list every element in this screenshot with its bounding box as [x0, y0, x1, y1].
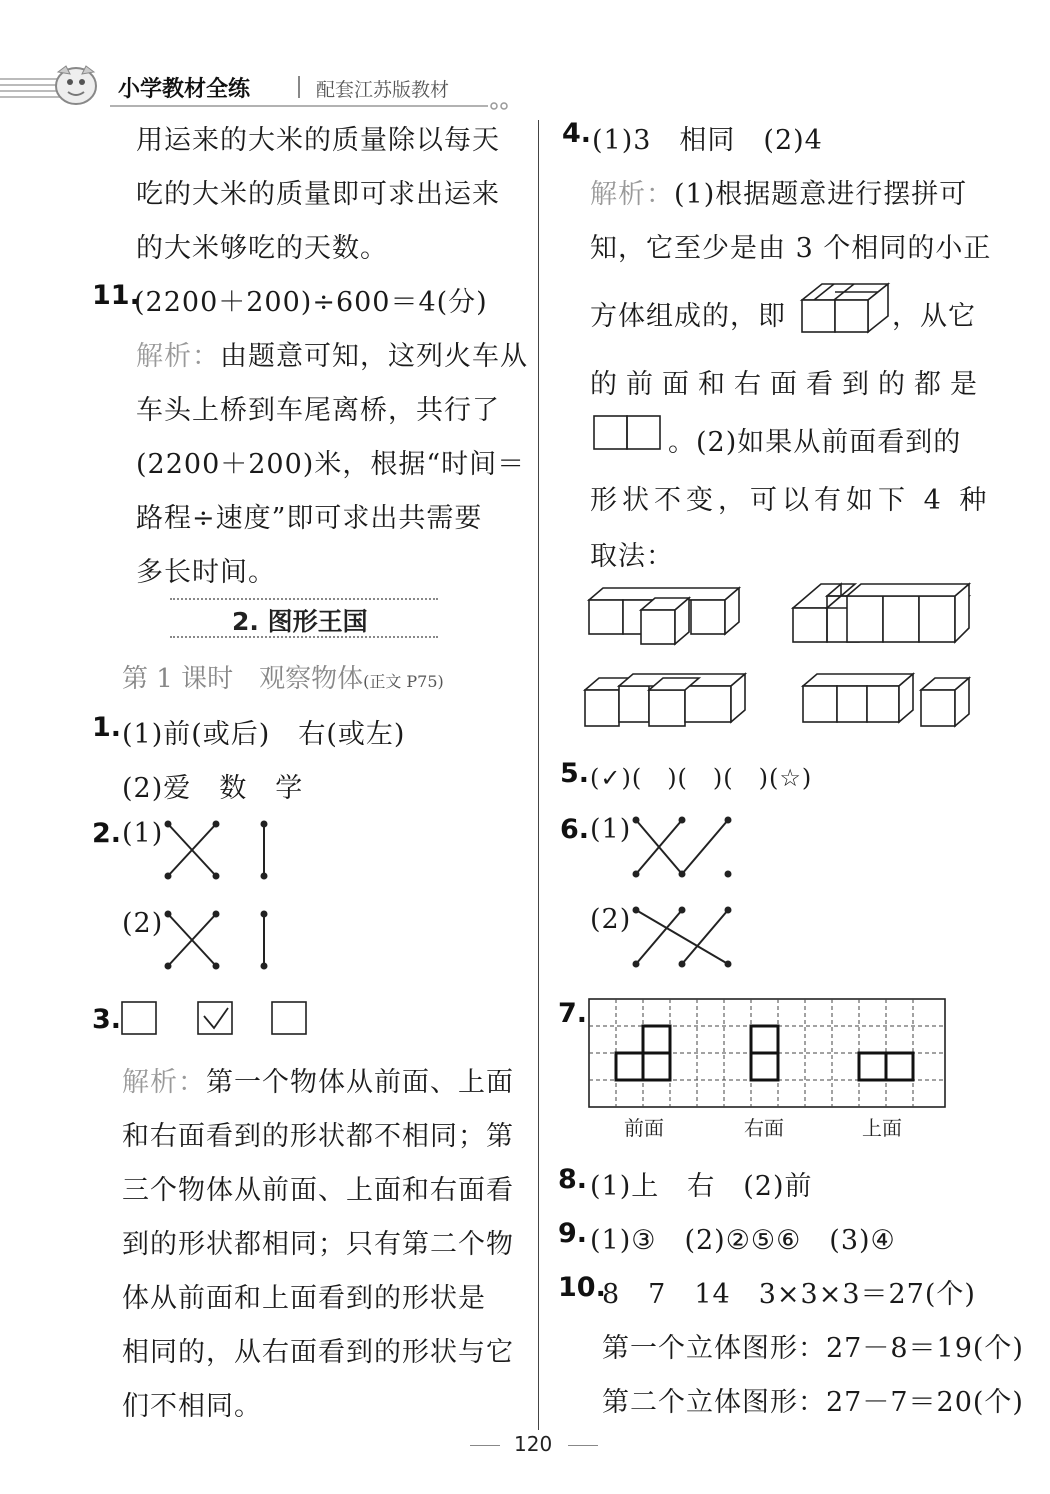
- footer-rule-right: [568, 1445, 598, 1446]
- q4-analysis-line-2: 知，它至少是由 3 个相同的小正: [590, 233, 992, 264]
- q6-part-1-matching: [628, 816, 738, 880]
- q6-part-1-label: (1): [590, 814, 632, 845]
- q4-analysis-line-5: 。(2)如果从前面看到的: [668, 427, 962, 458]
- q5-number: 5.: [560, 758, 590, 789]
- q3-number: 3.: [92, 1004, 122, 1035]
- q3-analysis-line-7: 们不相同。: [122, 1391, 262, 1422]
- q10-continuation-line-2: 吃的大米的质量即可求出运来: [136, 179, 500, 210]
- q9-answer: (1)③ (2)②⑤⑥ (3)④: [590, 1225, 896, 1256]
- q6-part-2-matching: [628, 906, 738, 970]
- q7-grid-views: [588, 998, 948, 1110]
- q4-analysis-line-4: 的前面和右面看到的都是: [590, 369, 986, 400]
- q10-continuation-line-1: 用运来的大米的质量除以每天: [136, 125, 500, 156]
- q4-analysis-line-3b: ，从它: [892, 301, 976, 332]
- q3-analysis-line-3: 三个物体从前面、上面和右面看: [122, 1175, 514, 1206]
- q3-analysis-line-6: 相同的，从右面看到的形状与它: [122, 1337, 514, 1368]
- q4-number: 4.: [562, 118, 592, 149]
- q3-analysis-label: 解析：: [122, 1067, 206, 1098]
- q1-answer-line-1: (1)前(或后) 右(或左): [122, 719, 406, 750]
- q6-number: 6.: [560, 814, 590, 845]
- q11-analysis-line-4: 路程÷速度”即可求出共需要: [136, 503, 483, 534]
- q11-analysis-line-2: 车头上桥到车尾离桥，共行了: [136, 395, 500, 426]
- page-number: 120: [514, 1432, 553, 1456]
- q4-analysis-line-7: 取法：: [590, 541, 674, 572]
- q11-analysis-line-5: 多长时间。: [136, 557, 276, 588]
- q2-number: 2.: [92, 818, 122, 849]
- q11-analysis-label: 解析：: [136, 341, 220, 372]
- q10-continuation-line-3: 的大米够吃的天数。: [136, 233, 388, 264]
- q7-label-right: 右面: [744, 1116, 784, 1140]
- header: [0, 60, 520, 110]
- q4-analysis-line-3a: 方体组成的，即: [590, 301, 786, 332]
- q2-part-2-label: (2): [122, 908, 164, 939]
- q7-label-top: 上面: [862, 1116, 902, 1140]
- header-divider: [298, 76, 300, 98]
- q2-part-1-matching: [160, 820, 280, 882]
- q11-analysis-line-1: 解析：由题意可知，这列火车从: [136, 341, 528, 372]
- q10-answer: 8 7 14 3×3×3＝27(个): [602, 1279, 976, 1310]
- q3-analysis-line-2: 和右面看到的形状都不相同；第: [122, 1121, 514, 1152]
- lesson-page-ref: (正文 P75): [363, 672, 444, 691]
- q4-analysis-line-1: 解析：(1)根据题意进行摆拼可: [590, 179, 968, 210]
- q11-answer: (2200＋200)÷600＝4(分): [134, 287, 488, 318]
- q2-part-2-matching: [160, 910, 280, 972]
- q4-analysis-line-6: 形状不变，可以有如下 4 种: [590, 485, 992, 516]
- q7-label-front: 前面: [624, 1116, 664, 1140]
- q10-line-2: 第一个立体图形：27－8＝19(个): [602, 1333, 1024, 1364]
- column-divider: [538, 120, 539, 1430]
- q11-analysis-line-3: (2200＋200)米，根据“时间＝: [136, 449, 526, 480]
- q6-part-2-label: (2): [590, 904, 632, 935]
- q10-number: 10.: [558, 1272, 606, 1303]
- q3-choice-boxes: [120, 1000, 310, 1036]
- q3-analysis-line-5: 体从前面和上面看到的形状是: [122, 1283, 486, 1314]
- q4-answer: (1)3 相同 (2)4: [592, 125, 823, 156]
- q4-front-view-squares: [592, 414, 664, 452]
- q10-line-3: 第二个立体图形：27－7＝20(个): [602, 1387, 1024, 1418]
- q4-analysis-label: 解析：: [590, 179, 674, 210]
- q4-three-cube-figure: [800, 280, 892, 338]
- lesson-title: 第 1 课时 观察物体(正文 P75): [122, 664, 444, 694]
- q5-answer: (✓)( )( )( )(☆): [590, 764, 813, 792]
- header-subtitle: 配套江苏版教材: [316, 79, 450, 101]
- section-rule-bottom: [170, 636, 438, 638]
- q3-analysis-line-1: 解析：第一个物体从前面、上面: [122, 1067, 514, 1098]
- check-icon: [204, 1008, 228, 1028]
- q8-answer: (1)上 右 (2)前: [590, 1171, 813, 1202]
- footer-rule-left: [470, 1445, 500, 1446]
- q1-answer-line-2: (2)爱 数 学: [122, 773, 304, 804]
- q1-number: 1.: [92, 712, 122, 743]
- q11-number: 11.: [92, 280, 140, 311]
- section-title: 2. 图形王国: [232, 607, 368, 636]
- q8-number: 8.: [558, 1164, 588, 1195]
- q4-arrangement-figures: [585, 582, 985, 737]
- header-title: 小学教材全练: [118, 77, 251, 102]
- mascot-icon: [48, 60, 108, 110]
- q3-analysis-line-4: 到的形状都相同；只有第二个物: [122, 1229, 514, 1260]
- q9-number: 9.: [558, 1218, 588, 1249]
- q2-part-1-label: (1): [122, 818, 164, 849]
- section-rule-top: [170, 598, 438, 600]
- header-underline: [110, 102, 510, 112]
- q7-number: 7.: [558, 998, 588, 1029]
